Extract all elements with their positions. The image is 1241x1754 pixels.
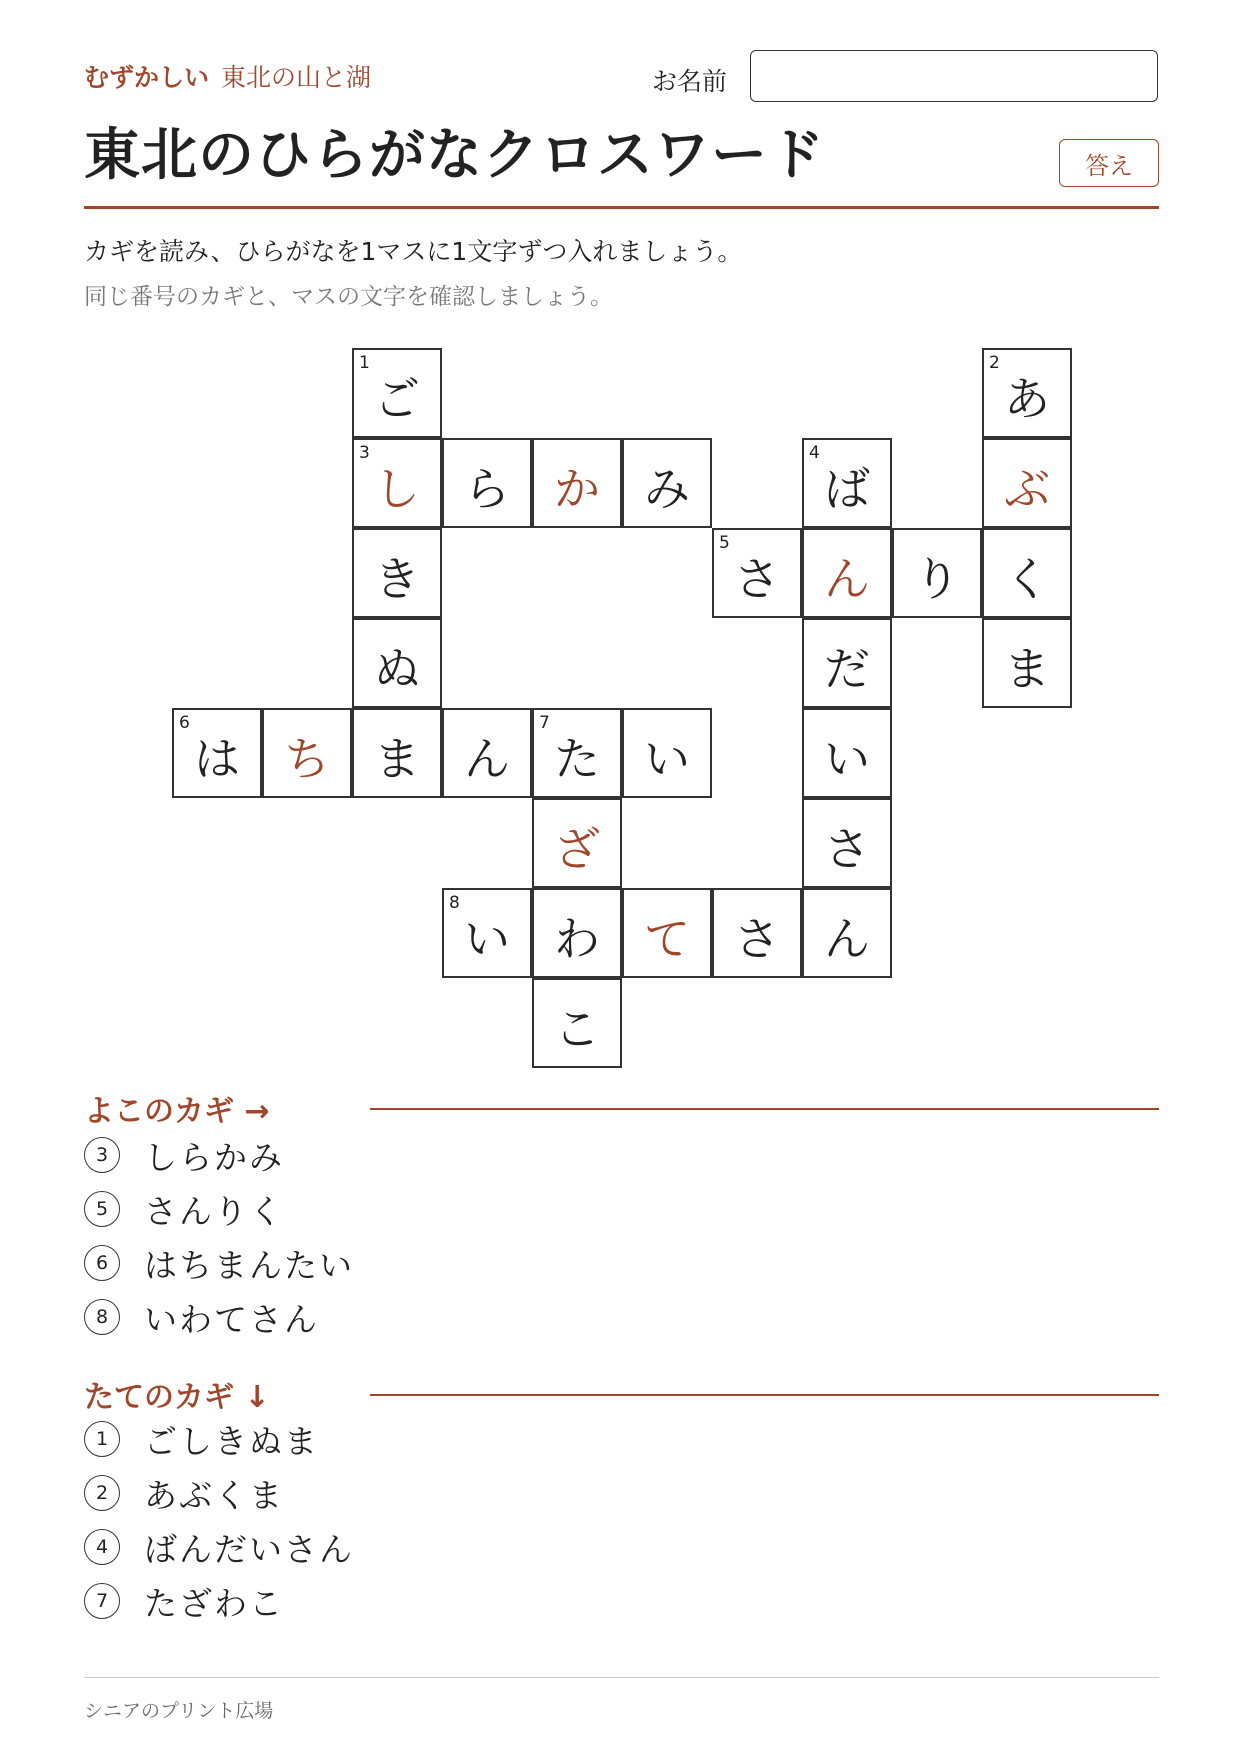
cell-letter: ん xyxy=(824,552,870,606)
grid-cell[interactable] xyxy=(622,438,712,528)
footer-divider xyxy=(84,1677,1159,1678)
clue-answer: しらかみ xyxy=(144,1137,284,1177)
grid-cell[interactable] xyxy=(802,528,892,618)
clue-item xyxy=(84,1295,319,1339)
grid-cell[interactable] xyxy=(172,708,262,798)
cell-letter: り xyxy=(914,552,960,606)
grid-cell[interactable] xyxy=(352,438,442,528)
clue-number: 2 xyxy=(84,1475,120,1511)
cell-number: 3 xyxy=(359,443,370,463)
clue-item xyxy=(84,1241,354,1285)
instruction-secondary: 同じ番号のカギと、マスの文字を確認しましょう。 xyxy=(84,284,613,310)
grid-cell[interactable] xyxy=(442,438,532,528)
cell-letter: ん xyxy=(464,732,510,786)
cell-number: 5 xyxy=(719,533,730,553)
cell-letter: は xyxy=(194,732,240,786)
across-divider xyxy=(370,1108,1159,1110)
clue-item xyxy=(84,1187,284,1231)
grid-cell[interactable] xyxy=(352,618,442,708)
grid-cell[interactable] xyxy=(982,618,1072,708)
clue-answer: いわてさん xyxy=(144,1299,319,1339)
grid-cell[interactable] xyxy=(712,888,802,978)
instruction-primary: カギを読み、ひらがなを1マスに1文字ずつ入れましょう。 xyxy=(84,237,743,266)
worksheet-subheader xyxy=(84,58,371,94)
cell-number: 1 xyxy=(359,353,370,373)
answer-button[interactable]: 答え xyxy=(1059,139,1159,187)
cell-letter: こ xyxy=(554,1002,600,1056)
grid-cell[interactable] xyxy=(352,708,442,798)
grid-cell[interactable] xyxy=(802,798,892,888)
clue-item xyxy=(84,1417,319,1461)
clue-answer: あぶくま xyxy=(144,1475,284,1515)
grid-cell[interactable] xyxy=(352,528,442,618)
down-divider xyxy=(370,1394,1159,1396)
down-clues-title: たてのカギ ↓ xyxy=(84,1380,270,1415)
clue-item xyxy=(84,1471,284,1515)
name-input[interactable] xyxy=(750,50,1158,102)
grid-cell[interactable] xyxy=(532,708,622,798)
cell-letter: ま xyxy=(374,732,420,786)
grid-cell[interactable] xyxy=(352,348,442,438)
grid-cell[interactable] xyxy=(442,888,532,978)
footer-credit: シニアのプリント広場 xyxy=(84,1700,274,1722)
grid-cell[interactable] xyxy=(442,708,532,798)
grid-cell[interactable] xyxy=(532,978,622,1068)
crossword-grid xyxy=(172,348,1072,1068)
grid-cell[interactable] xyxy=(982,438,1072,528)
page-title: 東北のひらがなクロスワード xyxy=(84,123,825,188)
clue-item xyxy=(84,1133,284,1177)
grid-cell[interactable] xyxy=(802,708,892,798)
cell-letter: さ xyxy=(734,912,780,966)
cell-letter: か xyxy=(554,462,600,516)
cell-letter: い xyxy=(644,732,690,786)
cell-number: 2 xyxy=(989,353,1000,373)
across-clues-title: よこのカギ → xyxy=(84,1094,270,1129)
grid-cell[interactable] xyxy=(982,348,1072,438)
cell-letter: ご xyxy=(374,372,420,426)
grid-cell[interactable] xyxy=(622,888,712,978)
name-label: お名前 xyxy=(652,67,728,96)
cell-letter: ん xyxy=(824,912,870,966)
grid-cell[interactable] xyxy=(802,888,892,978)
cell-letter: ぬ xyxy=(374,642,420,696)
cell-letter: し xyxy=(374,462,420,516)
clue-number: 4 xyxy=(84,1529,120,1565)
cell-letter: ぶ xyxy=(1004,462,1050,516)
grid-cell[interactable] xyxy=(532,438,622,528)
cell-letter: ざ xyxy=(554,822,600,876)
grid-cell[interactable] xyxy=(262,708,352,798)
clue-number: 1 xyxy=(84,1421,120,1457)
grid-cell[interactable] xyxy=(802,618,892,708)
grid-cell[interactable] xyxy=(532,798,622,888)
cell-letter: あ xyxy=(1004,372,1050,426)
cell-letter: た xyxy=(554,732,600,786)
cell-number: 4 xyxy=(809,443,820,463)
cell-letter: さ xyxy=(824,822,870,876)
clue-number: 8 xyxy=(84,1299,120,1335)
grid-cell[interactable] xyxy=(802,438,892,528)
clue-item xyxy=(84,1525,354,1569)
cell-letter: ば xyxy=(824,462,870,516)
cell-number: 6 xyxy=(179,713,190,733)
cell-letter: い xyxy=(824,732,870,786)
grid-cell[interactable] xyxy=(892,528,982,618)
cell-letter: だ xyxy=(824,642,870,696)
cell-letter: き xyxy=(374,552,420,606)
clue-answer: ばんだいさん xyxy=(144,1529,354,1569)
cell-letter: ま xyxy=(1004,642,1050,696)
cell-letter: ち xyxy=(284,732,330,786)
grid-cell[interactable] xyxy=(712,528,802,618)
clue-item xyxy=(84,1579,284,1623)
cell-letter: く xyxy=(1004,552,1050,606)
grid-cell[interactable] xyxy=(532,888,622,978)
clue-number: 3 xyxy=(84,1137,120,1173)
grid-cell[interactable] xyxy=(622,708,712,798)
clue-number: 5 xyxy=(84,1191,120,1227)
cell-number: 8 xyxy=(449,893,460,913)
grid-cell[interactable] xyxy=(982,528,1072,618)
clue-answer: たざわこ xyxy=(144,1583,284,1623)
clue-answer: はちまんたい xyxy=(144,1245,354,1285)
cell-letter: ら xyxy=(464,462,510,516)
cell-letter: み xyxy=(644,462,690,516)
cell-letter: わ xyxy=(554,912,600,966)
clue-answer: ごしきぬま xyxy=(144,1421,319,1461)
theme-label: 東北の山と湖 xyxy=(221,63,372,92)
cell-number: 7 xyxy=(539,713,550,733)
title-divider xyxy=(84,206,1159,209)
cell-letter: い xyxy=(464,912,510,966)
clue-number: 6 xyxy=(84,1245,120,1281)
cell-letter: さ xyxy=(734,552,780,606)
difficulty-label: むずかしい xyxy=(84,63,210,92)
clue-answer: さんりく xyxy=(144,1191,284,1231)
clue-number: 7 xyxy=(84,1583,120,1619)
cell-letter: て xyxy=(644,912,690,966)
